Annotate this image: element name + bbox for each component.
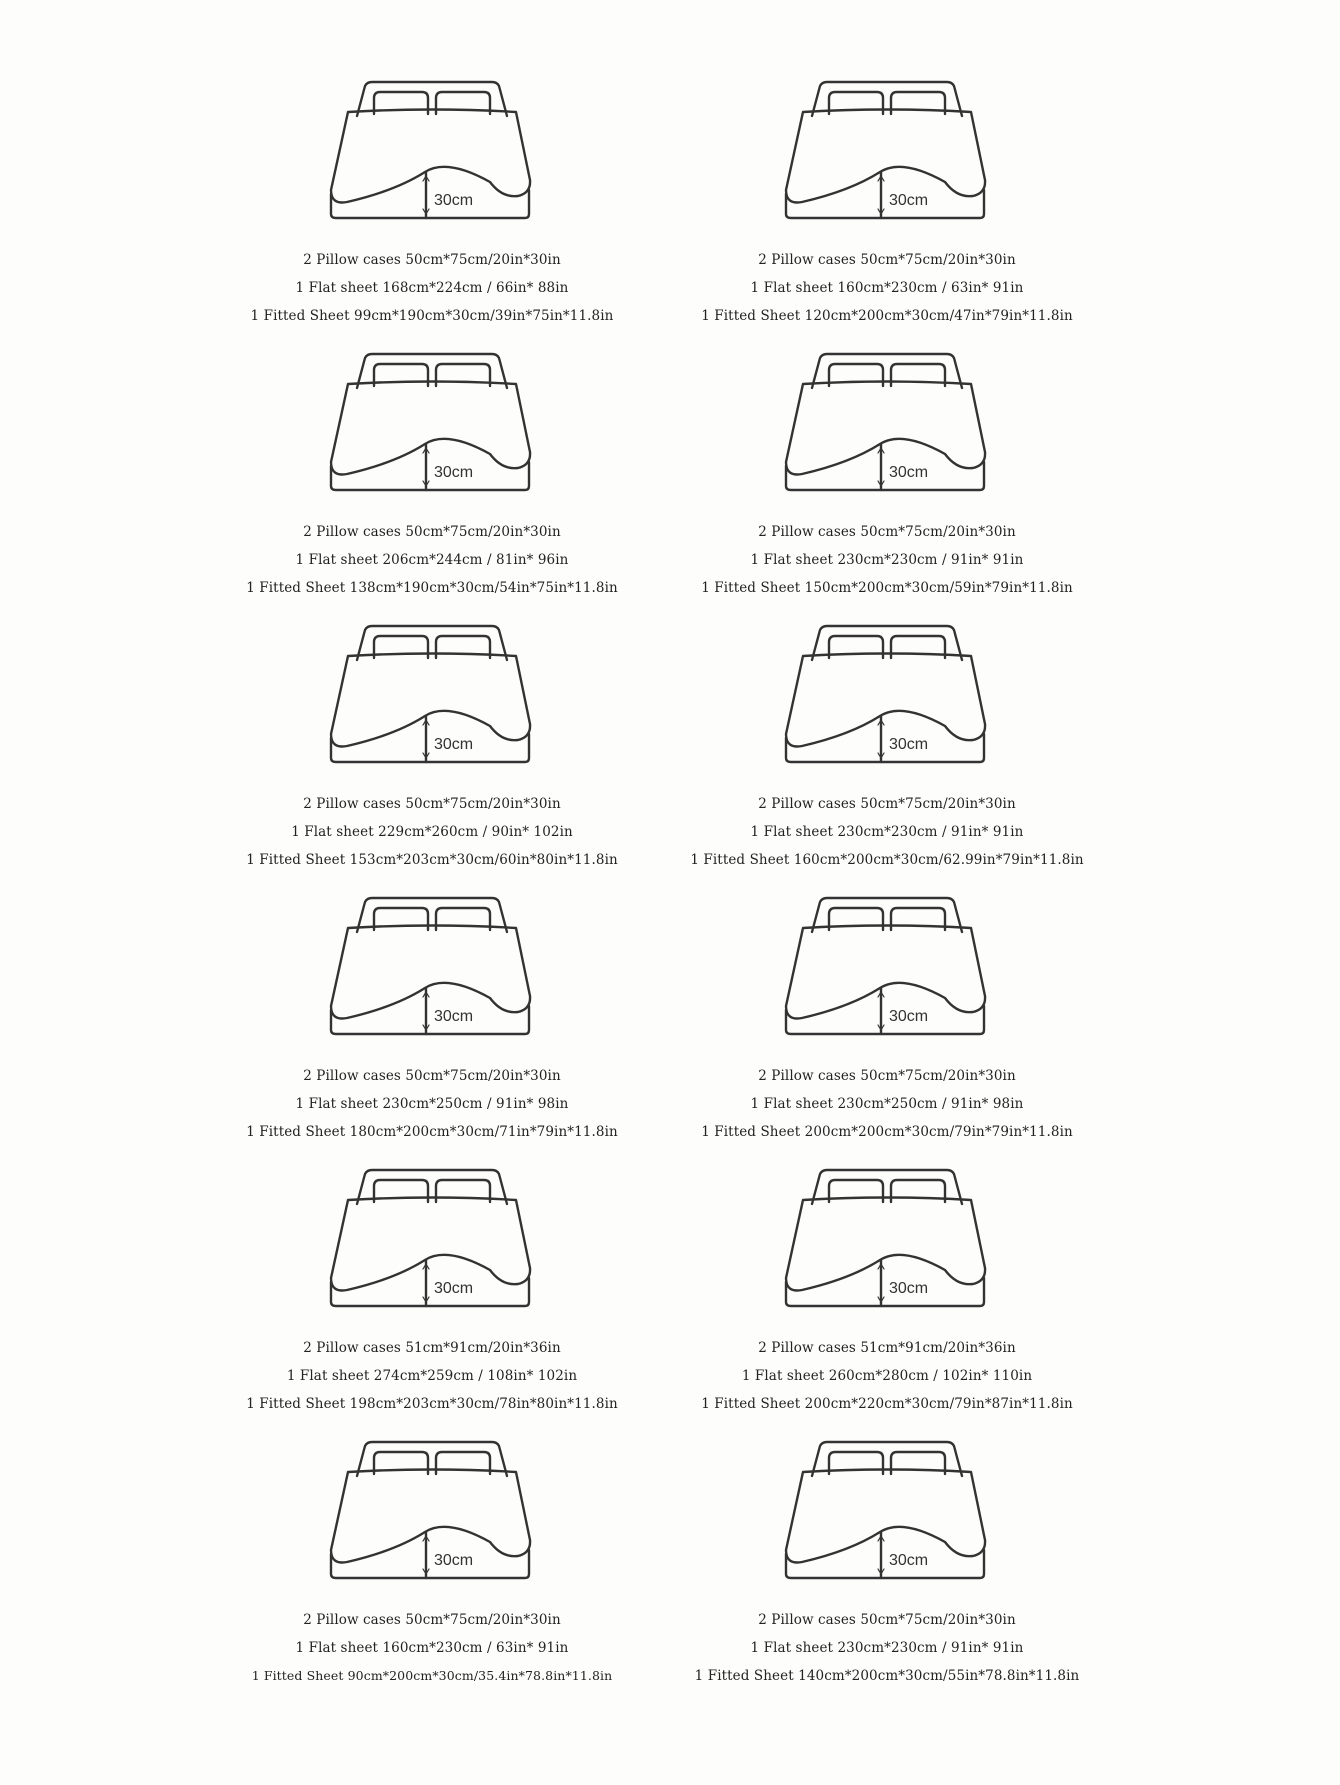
flat-sheet-spec: 1 Flat sheet 230cm*230cm / 91in* 91in (750, 824, 1024, 840)
flat-sheet-spec: 1 Flat sheet 160cm*230cm / 63in* 91in (295, 1640, 569, 1656)
flat-sheet-spec: 1 Flat sheet 160cm*230cm / 63in* 91in (750, 280, 1024, 296)
fitted-sheet-spec: 1 Fitted Sheet 153cm*203cm*30cm/60in*80in*11.8in (246, 852, 618, 868)
bed-illustration-icon (322, 622, 542, 782)
flat-sheet-spec: 1 Flat sheet 230cm*230cm / 91in* 91in (750, 1640, 1024, 1656)
depth-label: 30cm (889, 1008, 929, 1025)
bed-illustration-icon (777, 1438, 997, 1598)
pillow-case-spec: 2 Pillow cases 50cm*75cm/20in*30in (758, 1068, 1016, 1084)
depth-label: 30cm (889, 736, 929, 753)
flat-sheet-spec: 1 Flat sheet 230cm*230cm / 91in* 91in (750, 552, 1024, 568)
depth-label: 30cm (434, 1008, 474, 1025)
depth-label: 30cm (434, 1280, 474, 1297)
fitted-sheet-spec: 1 Fitted Sheet 90cm*200cm*30cm/35.4in*78.8in*11.8in (251, 1668, 613, 1683)
flat-sheet-spec: 1 Flat sheet 168cm*224cm / 66in* 88in (295, 280, 569, 296)
depth-label: 30cm (889, 192, 929, 209)
bed-illustration-icon (777, 78, 997, 238)
bed-illustration-icon (777, 894, 997, 1054)
flat-sheet-spec: 1 Flat sheet 229cm*260cm / 90in* 102in (291, 824, 573, 840)
fitted-sheet-spec: 1 Fitted Sheet 160cm*200cm*30cm/62.99in*79in*11.8in (690, 852, 1084, 868)
fitted-sheet-spec: 1 Fitted Sheet 150cm*200cm*30cm/59in*79in*11.8in (701, 580, 1073, 596)
bed-illustration-icon (777, 350, 997, 510)
depth-label: 30cm (434, 464, 474, 481)
bed-illustration-icon (322, 894, 542, 1054)
depth-label: 30cm (434, 1552, 474, 1569)
flat-sheet-spec: 1 Flat sheet 230cm*250cm / 91in* 98in (295, 1096, 569, 1112)
depth-label: 30cm (434, 192, 474, 209)
fitted-sheet-spec: 1 Fitted Sheet 99cm*190cm*30cm/39in*75in*11.8in (250, 308, 614, 324)
bed-illustration-icon (322, 1438, 542, 1598)
bed-illustration-icon (777, 622, 997, 782)
flat-sheet-spec: 1 Flat sheet 274cm*259cm / 108in* 102in (286, 1368, 578, 1384)
bed-illustration-icon (777, 1166, 997, 1326)
fitted-sheet-spec: 1 Fitted Sheet 200cm*220cm*30cm/79in*87in*11.8in (701, 1396, 1073, 1412)
spec-lines (607, 518, 1167, 602)
fitted-sheet-spec: 1 Fitted Sheet 200cm*200cm*30cm/79in*79in*11.8in (701, 1124, 1073, 1140)
pillow-case-spec: 2 Pillow cases 50cm*75cm/20in*30in (758, 524, 1016, 540)
flat-sheet-spec: 1 Flat sheet 230cm*250cm / 91in* 98in (750, 1096, 1024, 1112)
depth-label: 30cm (434, 736, 474, 753)
bed-illustration-icon (322, 78, 542, 238)
depth-label: 30cm (889, 1280, 929, 1297)
flat-sheet-spec: 1 Flat sheet 206cm*244cm / 81in* 96in (295, 552, 569, 568)
depth-label: 30cm (889, 464, 929, 481)
spec-lines (607, 246, 1167, 330)
fitted-sheet-spec: 1 Fitted Sheet 198cm*203cm*30cm/78in*80in*11.8in (246, 1396, 618, 1412)
fitted-sheet-spec: 1 Fitted Sheet 180cm*200cm*30cm/71in*79in*11.8in (246, 1124, 618, 1140)
pillow-case-spec: 2 Pillow cases 50cm*75cm/20in*30in (303, 796, 561, 812)
pillow-case-spec: 2 Pillow cases 50cm*75cm/20in*30in (758, 796, 1016, 812)
pillow-case-spec: 2 Pillow cases 50cm*75cm/20in*30in (758, 252, 1016, 268)
spec-lines (607, 1334, 1167, 1418)
pillow-case-spec: 2 Pillow cases 50cm*75cm/20in*30in (303, 1068, 561, 1084)
spec-lines (607, 790, 1167, 874)
spec-lines (607, 1062, 1167, 1146)
pillow-case-spec: 2 Pillow cases 50cm*75cm/20in*30in (758, 1612, 1016, 1628)
fitted-sheet-spec: 1 Fitted Sheet 138cm*190cm*30cm/54in*75in*11.8in (246, 580, 618, 596)
pillow-case-spec: 2 Pillow cases 50cm*75cm/20in*30in (303, 1612, 561, 1628)
fitted-sheet-spec: 1 Fitted Sheet 140cm*200cm*30cm/55in*78.8in*11.8in (694, 1668, 1080, 1684)
spec-lines (607, 1606, 1167, 1690)
fitted-sheet-spec: 1 Fitted Sheet 120cm*200cm*30cm/47in*79in*11.8in (701, 308, 1073, 324)
pillow-case-spec: 2 Pillow cases 50cm*75cm/20in*30in (303, 252, 561, 268)
pillow-case-spec: 2 Pillow cases 51cm*91cm/20in*36in (303, 1340, 561, 1356)
bed-illustration-icon (322, 1166, 542, 1326)
depth-label: 30cm (889, 1552, 929, 1569)
bed-illustration-icon (322, 350, 542, 510)
flat-sheet-spec: 1 Flat sheet 260cm*280cm / 102in* 110in (741, 1368, 1033, 1384)
pillow-case-spec: 2 Pillow cases 51cm*91cm/20in*36in (758, 1340, 1016, 1356)
pillow-case-spec: 2 Pillow cases 50cm*75cm/20in*30in (303, 524, 561, 540)
